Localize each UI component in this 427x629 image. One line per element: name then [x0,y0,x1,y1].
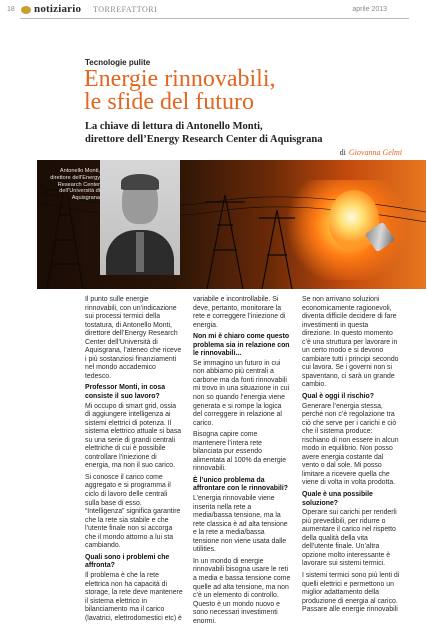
header-divider [20,18,409,19]
coffee-bean-icon [21,6,31,14]
paragraph: L’energia rinnovabile viene inserita nella rete a media/bassa tensione, ma la rete classica è ad alta tensione e la rete a media/bassa tensione non viene usata dalle utilities. [193,495,288,554]
paragraph: Si conosce il carico come aggregato e si programma il ciclo di lavoro delle centrali sulla base di esso. “Intelligenza” significa garantire che la rete sia stabile e che l’utente finale non si accorga che il mondo attorno a lui sta cambiando. [85,473,181,550]
portrait-hair [121,174,159,190]
caption-line: direttore dell’Energy [50,174,100,181]
paragraph: Generare l’energia stessa, perché non c’è regolazione tra ciò che serve per i carichi e ciò che il sistema produce: rischiano di non essere in alcun modo in equilibrio. Non posso avere energia costante dal vento o dal sole. Mi posso limitare a ricevere quella che viene di volta in volta prodotta. [302,402,399,487]
interview-question: Qual è oggi il rischio? [302,393,374,401]
byline-prefix: di [339,148,346,157]
author-name: Giovanna Gelmi [348,148,402,157]
portrait-photo [100,160,180,275]
paragraph: I sistemi termici sono più lenti di quelli elettrici e permettono un miglior adattamento della produzione di energia al carico. Passare alle energie rinnovabili [302,571,400,614]
caption-line: Aquisgrana [71,195,100,202]
subhead-line-1: La chiave di lettura di Antonello Monti, [85,121,263,132]
text-column-3 [302,296,400,618]
article-subhead [85,120,323,146]
interview-question: Professor Monti, in cosa consiste il suo lavoro? [85,384,166,401]
interview-question: È l’unico problema da affrontare con le rinnovabili? [193,476,288,493]
article-kicker: Tecnologie pulite [85,58,151,67]
photo-caption [40,168,100,202]
paragraph: variabile e incontrollabile. Si deve, pertanto, monitorare la rete e correggere l’iniezione di energia. [193,296,286,329]
paragraph: Il punto sulle energie rinnovabili, con un’indicazione sui processi termici della tostatura, di Antonello Monti, direttore dell’Energy Research Center dell’Università di Aquisgrana, l’ateneo che riceve i più sostanziosi finanziamenti nel mondo accademico tedesco. [85,296,182,380]
headline-line-1: Energie rinnovabili, [84,66,276,92]
byline [340,148,402,157]
paragraph: Bisogna capire come mantenere l’intera rete bilanciata pur essendo alimentata al 100% da energie rinnovabili. [193,431,287,473]
paragraph: Il problema è che la rete elettrica non ha capacità di storage, la rete deve mantenere il sistema elettrico in bilanciamento ma il carico (lavatrici, elettrodomestici etc) è [85,571,183,622]
text-column-2 [193,296,291,629]
caption-line: Research Center [57,181,100,188]
page-header [0,0,427,20]
page-number: 18 [7,6,15,13]
paragraph: Operare sui carichi per renderli più prevedibili, per ridurre o aumentare il carico nel rispetto della qualità della vita dell’utente finale. Un’altra opzione molto interessante è lavorare sui sistemi termici. [302,509,397,568]
interview-question: Quale è una possibile soluzione? [302,491,373,507]
headline-line-2: le sfide del futuro [84,89,254,115]
text-column-1 [85,296,183,626]
magazine-logo-sub: TORREFATTORI [93,5,158,14]
paragraph: In un mondo di energie rinnovabili bisogna usare le reti a media e bassa tensione come quelle ad alta tensione, ma non c’è un elemento di controllo. Questo è un mondo nuovo e sono necessari investimenti enormi. [193,557,291,625]
article-headline [84,68,276,114]
paragraph: Se immagino un futuro in cui non abbiamo più centrali a carbone ma da fonti rinnovabili mi trovo in una situazione in cui non so quando l’energia viene generata e si rompe la logica del correggere in relazione al carico. [193,359,290,427]
paragraph: Se non arrivano soluzioni economicamente ragionevoli, diventa difficile decidere di fare investimenti in questa direzione. In questo momento c’è una struttura per lavorare in un certo modo e si devono cambiare tutti i principi secondo cui lavora. Se i governi non si spaventano, ci sarà un grande cambio. [302,296,399,389]
interview-question: Non mi è chiaro come questo problema sia in relazione con le rinnovabili... [193,333,290,358]
magazine-logo: notiziario [34,3,82,15]
paragraph: Mi occupo di smart grid, ossia di aggiungere intelligenza ai sistemi elettrici di potenza. Il sistema elettrico attuale si basa su una serie di grandi centrali elettriche di cui è possibile controllare l’iniezione di energia, ma non il suo carico. [85,402,182,470]
subhead-line-2: direttore dell’Energy Research Center di Aquisgrana [85,134,323,145]
caption-line: dell’Università di [59,188,100,195]
caption-line: Antonello Monti, [59,168,100,174]
portrait-tie [136,232,144,272]
interview-question: Quali sono i problemi che affronta? [85,553,170,570]
issue-date: aprile 2013 [352,6,387,13]
